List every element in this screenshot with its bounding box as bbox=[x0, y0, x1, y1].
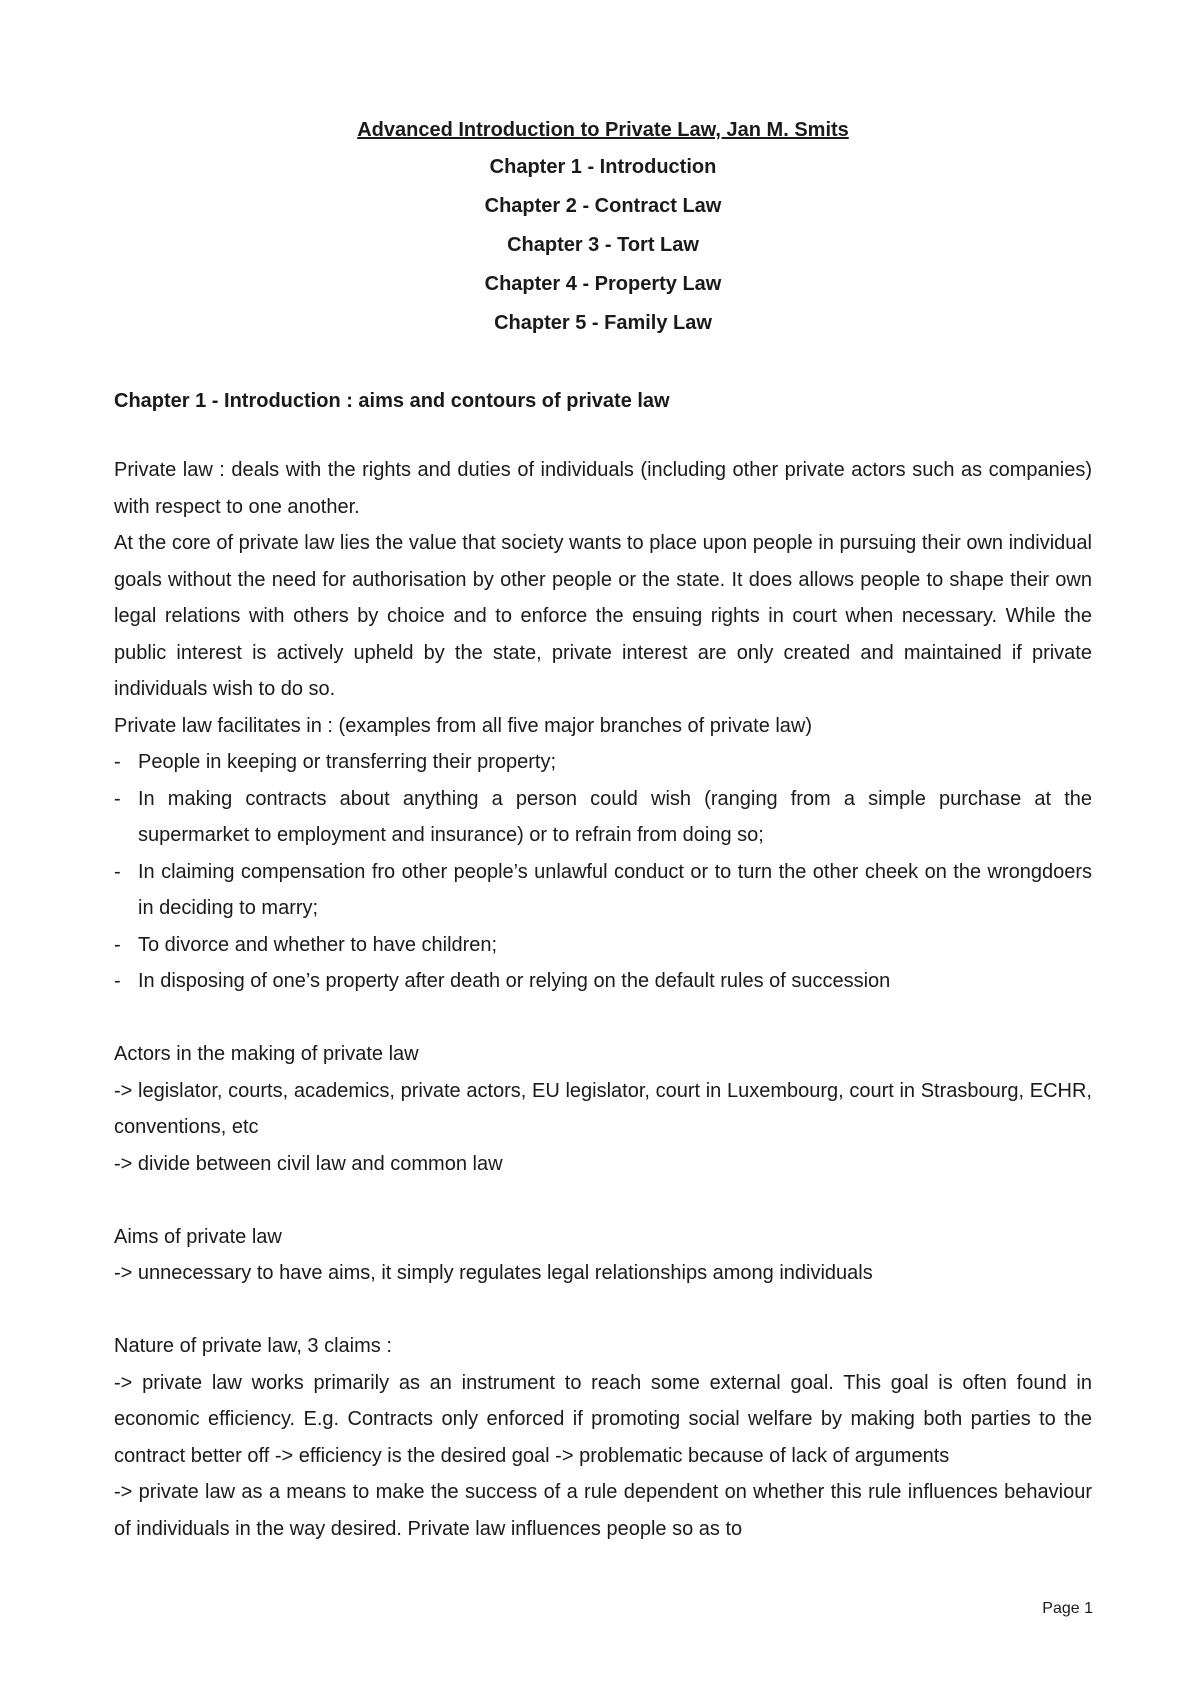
facilitates-intro: Private law facilitates in : (examples from all five major branches of private law) bbox=[114, 714, 813, 737]
nature-claim: -> private law works primarily as an instrument to reach some external goal. This goal is often found in economic efficiency. E.g. Contracts only enforced if promoting social welfare by making both parties to the contract better off -> efficiency is the desired goal -> problematic because of lack of arguments bbox=[114, 1371, 1092, 1467]
toc-item: Chapter 4 - Property Law bbox=[484, 273, 722, 295]
chapter-heading: Chapter 1 - Introduction : aims and contours of private law bbox=[114, 390, 670, 412]
list-item-text: In claiming compensation fro other people’s unlawful conduct or to turn the other cheek on the wrongdoers in deciding to marry; bbox=[138, 860, 1092, 919]
core-paragraph: At the core of private law lies the value that society wants to place upon people in pursuing their own individual goals without the need for authorisation by other people or the state. It does allows people to shape their own legal relations with others by choice and to enforce the ensuing rights in court when necessary. While the public interest is actively upheld by the state, private interest are only created and maintained if private individuals wish to do so. bbox=[114, 532, 1092, 700]
aims-line: -> unnecessary to have aims, it simply regulates legal relationships among individuals bbox=[114, 1262, 873, 1284]
facilitates-list bbox=[114, 744, 1092, 1000]
definition-paragraph: Private law : deals with the rights and duties of individuals (including other private actors such as companies) with respect to one another. bbox=[114, 459, 1092, 518]
list-item bbox=[114, 854, 1092, 927]
toc-item: Chapter 5 - Family Law bbox=[494, 312, 712, 334]
bullet-dash: - bbox=[114, 970, 121, 992]
nature-heading: Nature of private law, 3 claims : bbox=[114, 1335, 392, 1357]
actors-line: -> legislator, courts, academics, private actors, EU legislator, court in Luxembourg, court in Strasbourg, ECHR, conventions, etc bbox=[114, 1079, 1092, 1138]
bullet-dash: - bbox=[114, 860, 121, 883]
list-item bbox=[114, 927, 1092, 964]
actors-heading: Actors in the making of private law bbox=[114, 1043, 419, 1065]
list-item-text: To divorce and whether to have children; bbox=[138, 933, 498, 956]
bullet-dash: - bbox=[114, 751, 121, 773]
list-item bbox=[114, 963, 1092, 1000]
list-item bbox=[114, 744, 1092, 781]
spacer bbox=[114, 1292, 1092, 1329]
spacer bbox=[114, 1000, 1092, 1037]
toc-item: Chapter 3 - Tort Law bbox=[507, 234, 699, 256]
table-of-contents bbox=[114, 112, 1092, 343]
list-item-text: In disposing of one’s property after death or relying on the default rules of succession bbox=[138, 970, 891, 992]
list-item-text: People in keeping or transferring their property; bbox=[138, 751, 557, 773]
page-content bbox=[114, 112, 1092, 1547]
list-item-text: In making contracts about anything a person could wish (ranging from a simple purchase at the supermarket to employment and insurance) or to refrain from doing so; bbox=[138, 787, 1092, 846]
spacer bbox=[114, 1182, 1092, 1219]
bullet-dash: - bbox=[114, 933, 121, 956]
bullet-dash: - bbox=[114, 787, 121, 810]
nature-claim: -> private law as a means to make the success of a rule dependent on whether this rule influences behaviour of individuals in the way desired. Private law influences people so as to bbox=[114, 1481, 1092, 1540]
toc-item: Chapter 1 - Introduction bbox=[489, 156, 717, 178]
toc-item: Chapter 2 - Contract Law bbox=[484, 195, 722, 217]
document-title: Advanced Introduction to Private Law, Jan M. Smits bbox=[357, 119, 849, 141]
aims-heading: Aims of private law bbox=[114, 1225, 282, 1248]
list-item bbox=[114, 781, 1092, 854]
page-number: Page 1 bbox=[1042, 1600, 1093, 1617]
actors-line: -> divide between civil law and common law bbox=[114, 1152, 503, 1175]
